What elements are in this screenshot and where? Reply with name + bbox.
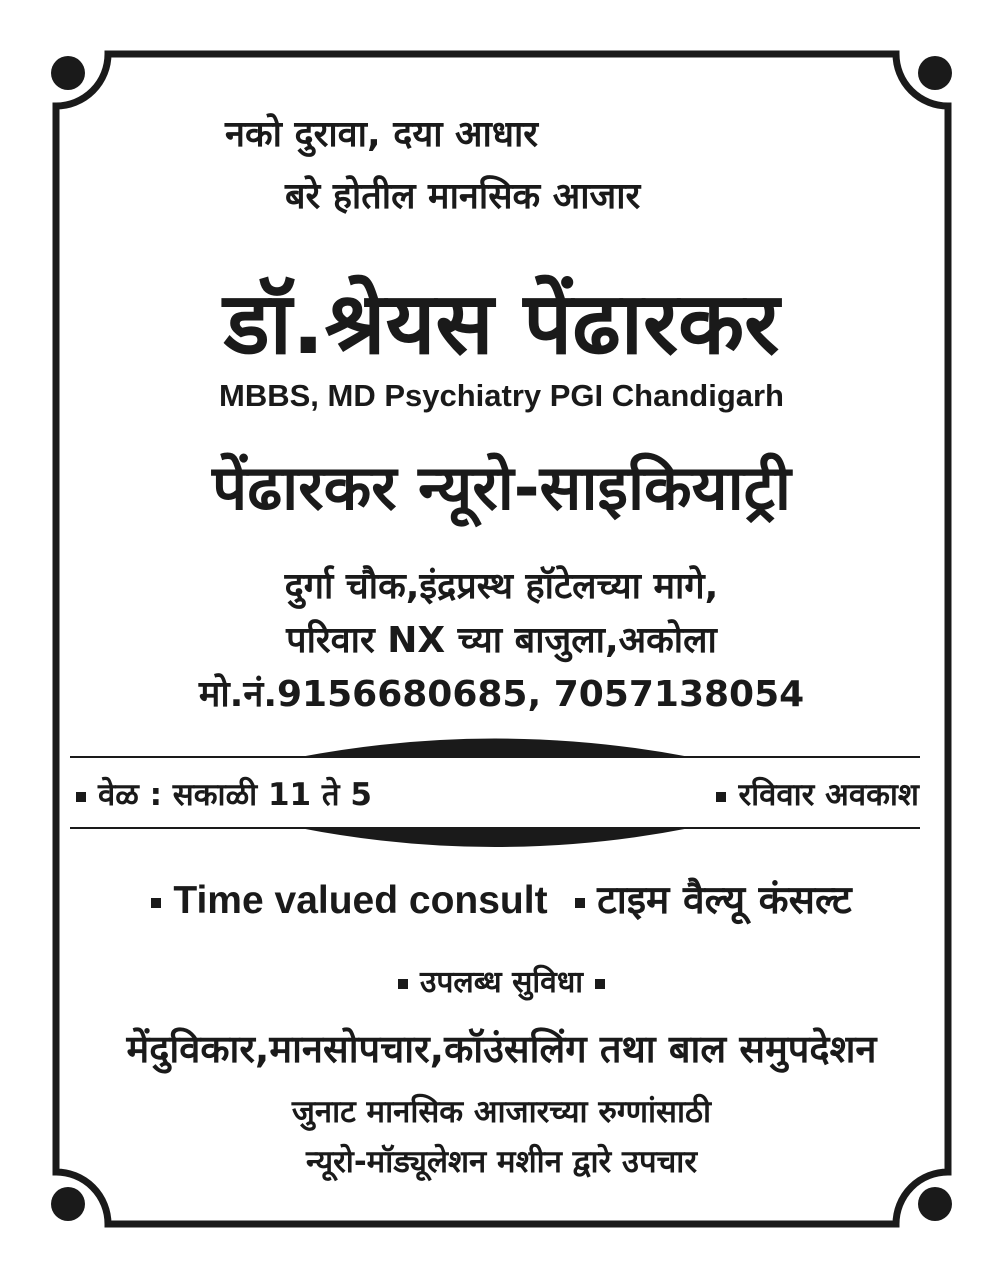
consult-english: Time valued consult <box>173 879 548 922</box>
timing-top-swoosh <box>300 739 690 758</box>
timing-hours <box>76 773 372 815</box>
corner-dot-bottom-right <box>918 1187 952 1221</box>
bullet-square <box>595 979 605 989</box>
slogan-line-1: नको दुरावा, दया आधार <box>225 114 539 155</box>
facilities-heading <box>0 960 1003 1001</box>
slogan-line-2: बरे होतील मानसिक आजार <box>285 176 641 217</box>
clinic-name: पेंढारकर न्यूरो-साइकियाट्री <box>212 451 791 524</box>
hours-text: वेळ : सकाळी 11 ते 5 <box>98 777 372 813</box>
doctor-name: डॉ.श्रेयस पेंढारकर <box>223 274 780 374</box>
holiday-text: रविवार अवकाश <box>738 777 919 813</box>
corner-dot-top-left <box>51 56 85 90</box>
timing-bottom-swoosh <box>300 828 690 847</box>
bullet-square <box>76 792 86 802</box>
bullet-square <box>398 979 408 989</box>
corner-dot-top-right <box>918 56 952 90</box>
corner-dot-bottom-left <box>51 1187 85 1221</box>
consult-line <box>0 872 1003 925</box>
address-line-1: दुर्गा चौक,इंद्रप्रस्थ हॉटेलच्या मागे, <box>284 566 719 607</box>
phone-numbers: मो.नं.9156680685, 7057138054 <box>198 674 805 715</box>
address-line-2: परिवार NX च्या बाजुला,अकोला <box>286 620 717 661</box>
timing-holiday <box>716 773 919 815</box>
consult-marathi: टाइम वैल्यू कंसल्ट <box>597 878 852 923</box>
doctor-degree: MBBS, MD Psychiatry PGI Chandigarh <box>219 378 784 413</box>
facility-line-1: जुनाट मानसिक आजारच्या रुग्णांसाठी <box>291 1094 712 1130</box>
facility-line-2: न्यूरो-मॉड्यूलेशन मशीन द्वारे उपचार <box>305 1144 698 1180</box>
services-list: मेंदुविकार,मानसोपचार,कॉउंसलिंग तथा बाल समुपदेशन <box>126 1027 877 1071</box>
bullet-square <box>716 792 726 802</box>
facilities-heading-text: उपलब्ध सुविधा <box>419 965 584 1000</box>
bullet-square <box>575 898 585 908</box>
bullet-square <box>151 898 161 908</box>
